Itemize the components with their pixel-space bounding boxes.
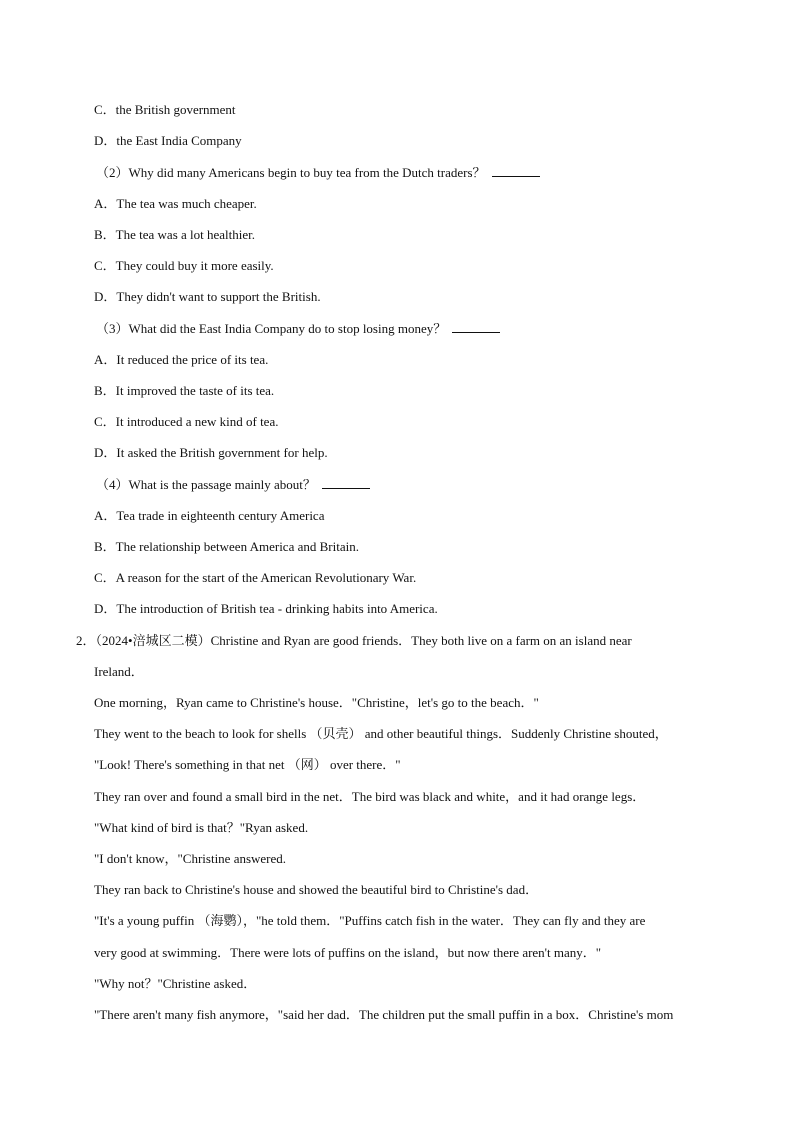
q1-sub4-question-text: （4）What is the passage mainly about？ <box>96 477 316 492</box>
passage-line: "Why not？"Christine asked． <box>94 976 257 991</box>
q1-sub3-option-d: D．It asked the British government for help. <box>94 445 328 460</box>
q1-option-c: C．the British government <box>94 102 236 117</box>
q1-sub2-option-a: A．The tea was much cheaper. <box>94 196 257 211</box>
passage-line: "It's a young puffin （海鹦），"he told them．"Puffins catch fish in the water．They can fly and they are <box>94 913 646 928</box>
passage-line: One morning，Ryan came to Christine's house．"Christine，let's go to the beach．" <box>94 695 539 710</box>
passage-line: They went to the beach to look for shells （贝壳） and other beautiful things．Suddenly Christine shouted， <box>94 726 668 741</box>
q1-sub2-question <box>96 165 540 181</box>
passage-line: "There aren't many fish anymore，"said her dad．The children put the small puffin in a box．Christine's mom <box>94 1007 674 1022</box>
q1-sub4-option-c: C．A reason for the start of the American Revolutionary War. <box>94 570 417 585</box>
q1-sub4-option-b: B．The relationship between America and Britain. <box>94 539 359 554</box>
q1-sub2-option-c: C．They could buy it more easily. <box>94 258 274 273</box>
q1-sub2-option-b: B．The tea was a lot healthier. <box>94 227 256 242</box>
q1-sub2-option-d: D．They didn't want to support the British. <box>94 289 321 304</box>
passage-line: "I don't know，"Christine answered. <box>94 851 287 866</box>
q2-number: 2． <box>76 633 96 648</box>
q1-sub4-question <box>96 477 370 493</box>
q1-option-d: D．the East India Company <box>94 133 242 148</box>
q2-first-line-cont: Ireland． <box>94 664 144 679</box>
answer-blank[interactable] <box>452 321 500 333</box>
q1-sub3-option-a: A．It reduced the price of its tea. <box>94 352 269 367</box>
q1-sub3-option-b: B．It improved the taste of its tea. <box>94 383 275 398</box>
q1-sub2-question-text: （2）Why did many Americans begin to buy tea from the Dutch traders？ <box>96 165 486 180</box>
passage-line: They ran back to Christine's house and showed the beautiful bird to Christine's dad． <box>94 882 539 897</box>
q2-header <box>76 633 718 649</box>
q1-sub3-option-c: C．It introduced a new kind of tea. <box>94 414 279 429</box>
passage-line: "What kind of bird is that？"Ryan asked. <box>94 820 309 835</box>
q1-sub4-option-d: D．The introduction of British tea - drinking habits into America. <box>94 601 438 616</box>
passage-line: "Look! There's something in that net （网） over there．" <box>94 757 401 772</box>
answer-blank[interactable] <box>322 477 370 489</box>
q1-sub3-question-text: （3）What did the East India Company do to stop losing money？ <box>96 321 447 336</box>
q1-sub4-option-a: A．Tea trade in eighteenth century America <box>94 508 325 523</box>
q2-source: （2024•涪城区二模） <box>95 633 211 648</box>
passage-line: They ran over and found a small bird in the net．The bird was black and white，and it had orange legs． <box>94 789 646 804</box>
q1-sub3-question <box>96 321 500 337</box>
passage-line: very good at swimming．There were lots of puffins on the island，but now there aren't many．" <box>94 945 602 960</box>
q2-first-line: Christine and Ryan are good friends．They both live on a farm on an island near <box>210 633 632 648</box>
answer-blank[interactable] <box>492 165 540 177</box>
